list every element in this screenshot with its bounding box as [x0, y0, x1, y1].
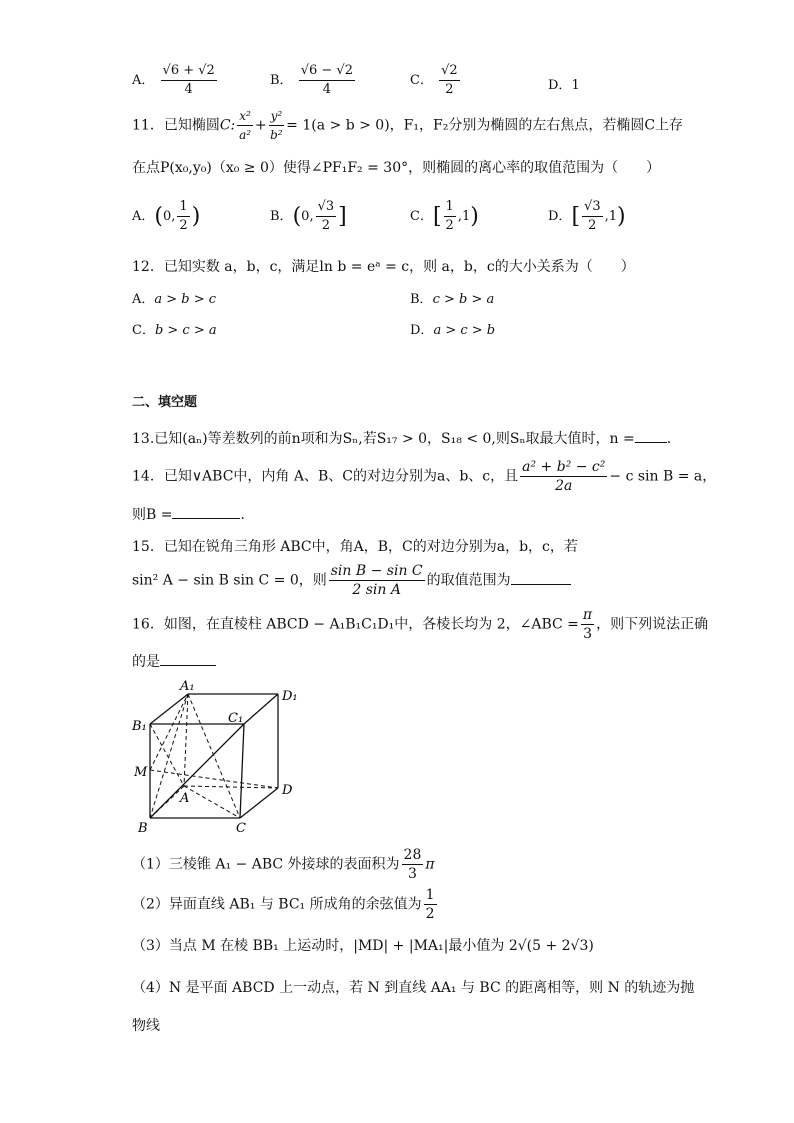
denominator: 2: [445, 82, 454, 97]
label-B: B: [138, 821, 148, 836]
denominator: 2a: [555, 478, 573, 494]
ellipse-condition: = 1(a > b > 0): [286, 117, 390, 134]
option-value: 1: [571, 78, 580, 93]
option-label: C．: [410, 209, 433, 224]
denominator: 2: [588, 218, 597, 233]
q14-line2: 则B = .: [132, 504, 245, 524]
numerator: 1: [444, 198, 456, 217]
q10-option-b: [270, 62, 357, 99]
denominator: 2: [425, 906, 435, 922]
q16-item-3: [132, 935, 594, 955]
q14-line1: [132, 458, 716, 495]
option-text: a > b > c: [154, 292, 217, 307]
fraction: [329, 562, 425, 599]
fraction: [444, 198, 456, 235]
item-suffix: π: [425, 856, 435, 873]
q16-item-4: [132, 977, 694, 997]
option-text: c > b > a: [432, 292, 495, 307]
y-fraction: $\frac{\text{y²}}{\text{b²}}$: [270, 109, 283, 142]
fraction: [402, 846, 424, 883]
q16-line2-text: 的是: [132, 654, 160, 670]
label-C1: C₁: [228, 711, 244, 726]
denominator: 2: [321, 218, 330, 233]
denominator: 4: [184, 82, 193, 97]
x-fraction: $\frac{\text{x²}}{\text{a²}}$: [239, 109, 252, 142]
fraction: [581, 606, 594, 643]
option-label: D．: [410, 323, 434, 338]
right-bracket: ): [191, 204, 201, 229]
q12-stem: 12．已知实数 a，b，c，满足ln b = eᵃ = c，则 a，b，c的大小关系为（ ）: [132, 259, 635, 275]
right-bracket: ): [470, 204, 479, 229]
q12-option-b: [410, 288, 494, 307]
fraction: [424, 886, 437, 923]
numerator: π: [582, 607, 593, 623]
fraction: [316, 198, 337, 235]
option-text: b > c > a: [154, 323, 217, 338]
fraction: [582, 198, 603, 235]
numerator: a² + b² − c²: [522, 459, 606, 475]
item-text: （2）异面直线 AB₁ 与 BC₁ 所成角的余弦值为: [132, 896, 422, 913]
q11-option-d: D．[ $\frac{√3}{2}$ ,1): [548, 199, 626, 233]
numerator: 28: [403, 847, 422, 863]
option-label: A．: [132, 292, 155, 307]
label-A: A: [180, 791, 190, 806]
q16-line1: [132, 606, 708, 643]
denominator: 2: [445, 218, 454, 233]
section-title: 二、填空题: [132, 395, 198, 410]
numerator: sin B − sin C: [330, 563, 423, 579]
left-bracket: [: [432, 204, 442, 229]
q14-prefix: 14．已知∨ABC中，内角 A、B、C的对边分别为a、b、c，且: [132, 468, 519, 485]
numerator: √6 + √2: [161, 62, 217, 81]
q11-option-c: C．[ $\frac{1}{2}$ ,1): [410, 199, 479, 233]
q11-mid: ，F₁，F₂分别为椭圆的左右焦点，若椭圆C上存: [389, 117, 684, 134]
denominator: 4: [322, 82, 331, 97]
denominator: 2: [179, 218, 188, 233]
q11-line2: 在点P(x₀,y₀)（x₀ ≥ 0）使得∠PF₁F₂ = 30°，则椭圆的离心率的取值范围为（ ）: [132, 160, 661, 176]
label-M: M: [134, 765, 148, 780]
left-bracket: (: [292, 204, 302, 229]
item-value: 2√(5 + 2√3): [508, 938, 594, 954]
q15-line2: [132, 562, 571, 599]
option-label: D．: [548, 209, 572, 224]
numerator: √2: [439, 62, 460, 81]
option-label: D．: [548, 78, 572, 93]
answer-blank: [511, 570, 571, 585]
numerator: √3: [582, 198, 603, 217]
q14-line2-text: 则B =: [132, 507, 173, 523]
denominator: 2 sin A: [352, 582, 401, 598]
q16-item-2: [132, 886, 439, 923]
q16-item-4-line2: 物线: [132, 1018, 160, 1034]
numerator: 1: [425, 887, 435, 903]
q10-option-d: [548, 74, 580, 93]
q11-option-a: A．(0, $\frac{1}{2}$ ): [132, 199, 201, 233]
q14-suffix: − c sin B = a，: [609, 468, 717, 485]
interval-start: 0: [301, 209, 310, 224]
q12-option-c: [132, 319, 217, 338]
fraction: [177, 198, 189, 235]
item-text: （3）当点 M 在棱 BB₁ 上运动时，|MD| + |MA₁|最小值为: [132, 938, 505, 954]
option-label: B．: [270, 209, 293, 224]
fraction: [520, 458, 607, 495]
option-label: C．: [410, 73, 433, 88]
item-text: （1）三棱锥 A₁ − ABC 外接球的表面积为: [132, 856, 400, 873]
q13-text: 13.已知(aₙ)等差数列的前n项和为Sₙ,若S₁₇ > 0，S₁₈ < 0,则Sₙ取最大值时，n =: [132, 431, 635, 447]
prism-figure: [128, 678, 308, 838]
q11-option-b: B．(0, $\frac{√3}{2}$ ]: [270, 199, 347, 233]
option-label: A．: [132, 209, 155, 224]
label-B1: B₁: [132, 719, 147, 734]
left-bracket: (: [154, 204, 163, 229]
option-label: C．: [132, 323, 155, 338]
ellipse-name: C:: [219, 117, 236, 134]
interval-end: 1: [461, 209, 471, 224]
interval-start: 0: [162, 209, 172, 224]
denominator: 3: [583, 626, 592, 642]
numerator: √3: [316, 198, 337, 217]
option-label: B．: [270, 73, 293, 88]
numerator: √6 − √2: [299, 62, 355, 81]
q13: 13.已知(aₙ)等差数列的前n项和为Sₙ,若S₁₇ > 0，S₁₈ < 0,则Sₙ取最大值时，n = .: [132, 428, 671, 448]
label-C: C: [236, 821, 246, 836]
option-label: B．: [410, 292, 433, 307]
q16-item-1: [132, 846, 435, 883]
left-bracket: [: [571, 204, 581, 229]
q15-line1: 15．已知在锐角三角形 ABC中，角A，B，C的对边分别为a，b，c，若: [132, 539, 578, 555]
right-bracket: ): [617, 204, 626, 229]
q11-line1: 11．已知椭圆C: $\frac{\text{x²}}{\text{a²}}$ + $\frac{\text{y²}}{\text{b²}}$ = 1(a > b > 0)，F₁，F₂分别为椭圆的左右焦点，若椭圆C上存: [132, 109, 684, 142]
option-label: A．: [132, 73, 155, 88]
label-A1: A₁: [180, 679, 195, 694]
item-text: （4）N 是平面 ABCD 上一动点，若 N 到直线 AA₁ 与 BC 的距离相等，则 N 的轨迹为抛: [132, 980, 695, 996]
q15-suffix: 的取值范围为: [426, 572, 511, 589]
fraction: [161, 62, 217, 99]
right-bracket: ]: [338, 204, 347, 229]
answer-blank: [635, 428, 667, 443]
q10-option-c: [410, 62, 462, 99]
q15-prefix: sin² A − sin B sin C = 0，则: [132, 572, 327, 589]
answer-blank: [160, 651, 216, 666]
q16-suffix: ，则下列说法正确: [596, 616, 709, 633]
q16-prefix: 16．如图，在直棱柱 ABCD − A₁B₁C₁D₁中，各棱长均为 2，∠ABC =: [132, 616, 579, 633]
q12-option-a: [132, 288, 216, 307]
q11-prefix: 11．已知椭圆: [132, 117, 220, 134]
q10-option-a: [132, 62, 219, 99]
q16-line2: [132, 651, 216, 671]
q12-option-d: [410, 319, 495, 338]
label-D: D: [282, 783, 293, 798]
interval-end: 1: [608, 209, 618, 224]
answer-blank: [172, 504, 240, 519]
label-D1: D₁: [282, 689, 298, 704]
option-text: a > c > b: [433, 323, 496, 338]
denominator: 3: [407, 866, 417, 882]
fraction: [299, 62, 355, 99]
numerator: 1: [177, 198, 189, 217]
fraction: [439, 62, 460, 99]
